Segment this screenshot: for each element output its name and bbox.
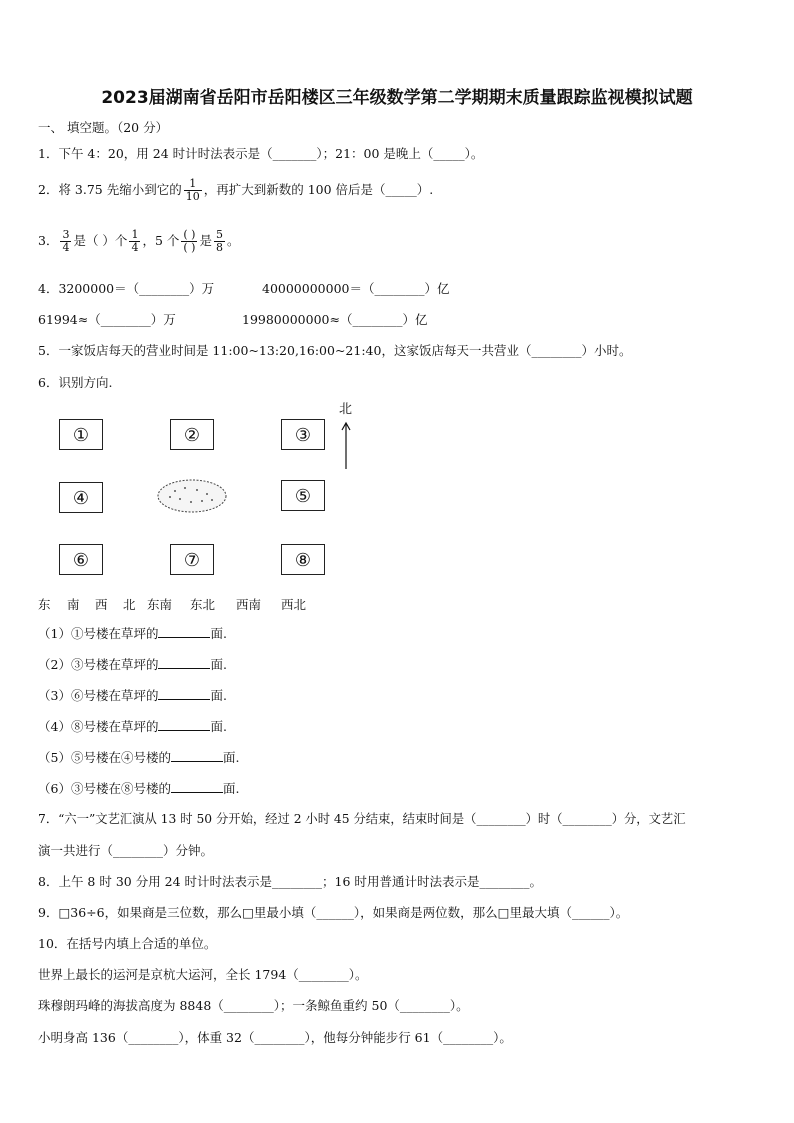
question-7-line2: 演一共进行（________）分钟。 <box>38 843 214 858</box>
question-9: 9．□36÷6，如果商是三位数，那么□里最小填（______），如果商是两位数，那么□里最大填（______）。 <box>38 905 629 920</box>
direction-northeast: 东北 <box>190 597 216 612</box>
question-10: 10．在括号内填上合适的单位。 <box>38 936 217 951</box>
answer-blank[interactable] <box>158 688 210 700</box>
direction-east: 东 <box>38 597 51 612</box>
q3-end: 。 <box>226 233 240 248</box>
question-3 <box>38 224 240 258</box>
building-2-box <box>170 419 214 450</box>
q6-sub-5-text: （5）⑤号楼在④号楼的 <box>38 750 171 765</box>
section-heading: 一、 填空题。（20 分） <box>38 120 169 135</box>
q3-f1-numerator: 3 <box>62 228 70 242</box>
building-7-box <box>170 544 214 575</box>
q6-sub-4 <box>38 719 227 734</box>
building-4-label: ④ <box>72 488 90 509</box>
question-8: 8．上午 8 时 30 分用 24 时计时法表示是________；16 时用普通计时法表示是________。 <box>38 874 542 889</box>
q3-text-1: 是（ ）个 <box>73 233 128 248</box>
north-arrow-icon <box>340 421 352 471</box>
question-6: 6．识别方向. <box>38 375 113 390</box>
building-5-label: ⑤ <box>294 486 312 507</box>
building-8-label: ⑧ <box>294 550 312 571</box>
direction-southeast: 东南 <box>147 597 173 612</box>
q6-sub-3-suffix: 面. <box>210 688 227 703</box>
building-3-label: ③ <box>294 425 312 446</box>
answer-blank[interactable] <box>158 626 210 638</box>
q3-f4-numerator: 5 <box>215 228 223 242</box>
north-label: 北 <box>339 402 353 417</box>
q2-fraction <box>184 178 202 202</box>
question-5: 5．一家饭店每天的营业时间是 11:00~13:20,16:00~21:40，这家饭店每天一共营业（________）小时。 <box>38 343 632 358</box>
q3-fraction-1 <box>60 229 71 253</box>
q3-text-2: ，5 个 <box>142 233 180 248</box>
q3-f3-numerator: ( ) <box>183 228 196 242</box>
q3-prefix: 3． <box>38 233 59 248</box>
answer-blank[interactable] <box>158 657 210 669</box>
question-10b: 珠穆朗玛峰的海拔高度为 8848（________）；一条鲸鱼重约 50（________）。 <box>38 998 469 1013</box>
q6-sub-4-text: （4）⑧号楼在草坪的 <box>38 719 159 734</box>
building-1-box <box>59 419 103 450</box>
q6-sub-4-suffix: 面. <box>210 719 227 734</box>
answer-blank[interactable] <box>171 781 223 793</box>
q6-sub-2 <box>38 657 227 672</box>
direction-southwest: 西南 <box>236 597 262 612</box>
building-7-label: ⑦ <box>183 550 201 571</box>
question-7-line1: 7．“六一”文艺汇演从 13 时 50 分开始，经过 2 小时 45 分结束，结束时间是（________）时（________）分，文艺汇 <box>38 812 686 826</box>
q3-f2-numerator: 1 <box>131 228 139 242</box>
question-4b: 40000000000＝（________）亿 <box>262 281 450 296</box>
direction-north: 北 <box>123 597 136 612</box>
lawn-ellipse <box>155 476 229 516</box>
q3-fraction-2 <box>129 229 140 253</box>
building-8-box <box>281 544 325 575</box>
building-6-label: ⑥ <box>72 550 90 571</box>
q3-text-3: 是 <box>199 233 212 248</box>
q3-f4-denominator: 8 <box>215 241 223 254</box>
building-1-label: ① <box>72 425 90 446</box>
direction-northwest: 西北 <box>281 597 307 612</box>
q6-sub-6-suffix: 面. <box>222 781 240 796</box>
building-3-box <box>281 419 325 450</box>
direction-west: 西 <box>95 597 108 612</box>
question-2 <box>38 176 433 204</box>
q3-f1-denominator: 4 <box>62 241 70 254</box>
question-4c: 61994≈（________）万 <box>38 312 176 327</box>
q3-f2-denominator: 4 <box>131 241 139 254</box>
q3-f3-denominator: ( ) <box>183 241 196 254</box>
q2-frac-denominator: 10 <box>185 190 200 203</box>
building-2-label: ② <box>183 425 201 446</box>
q6-sub-6-text: （6）③号楼在⑧号楼的 <box>38 781 171 796</box>
page-title: 2023届湖南省岳阳市岳阳楼区三年级数学第二学期期末质量跟踪监视模拟试题 <box>101 88 693 108</box>
q2-frac-numerator: 1 <box>184 178 202 191</box>
q6-sub-6 <box>38 781 239 796</box>
q6-sub-5 <box>38 750 239 765</box>
q2-text-before: 2．将 3.75 先缩小到它的 <box>38 182 182 197</box>
q3-fraction-3 <box>181 229 197 253</box>
q6-sub-2-text: （2）③号楼在草坪的 <box>38 657 159 672</box>
q6-sub-5-suffix: 面. <box>222 750 240 765</box>
building-5-box <box>281 480 325 511</box>
building-6-box <box>59 544 103 575</box>
q2-text-after: ，再扩大到新数的 100 倍后是（_____）. <box>203 182 434 197</box>
building-4-box <box>59 482 103 513</box>
answer-blank[interactable] <box>158 719 210 731</box>
q6-sub-1-suffix: 面. <box>210 626 227 641</box>
q6-sub-3 <box>38 688 227 703</box>
q3-fraction-4 <box>214 229 225 253</box>
answer-blank[interactable] <box>171 750 223 762</box>
q6-sub-3-text: （3）⑥号楼在草坪的 <box>38 688 159 703</box>
question-1: 1．下午 4：20，用 24 时计时法表示是（_______）；21：00 是晚上（_____）。 <box>38 146 484 161</box>
question-10c: 小明身高 136（________），体重 32（________），他每分钟能步行 61（________）。 <box>38 1030 512 1045</box>
direction-south: 南 <box>67 597 80 612</box>
question-10a: 世界上最长的运河是京杭大运河，全长 1794（________）。 <box>38 967 368 982</box>
q6-sub-2-suffix: 面. <box>210 657 227 672</box>
q6-sub-1 <box>38 626 227 641</box>
question-4a: 4．3200000＝（________）万 <box>38 281 215 296</box>
question-4d: 19980000000≈（________）亿 <box>242 312 428 327</box>
q6-sub-1-text: （1）①号楼在草坪的 <box>38 626 159 641</box>
